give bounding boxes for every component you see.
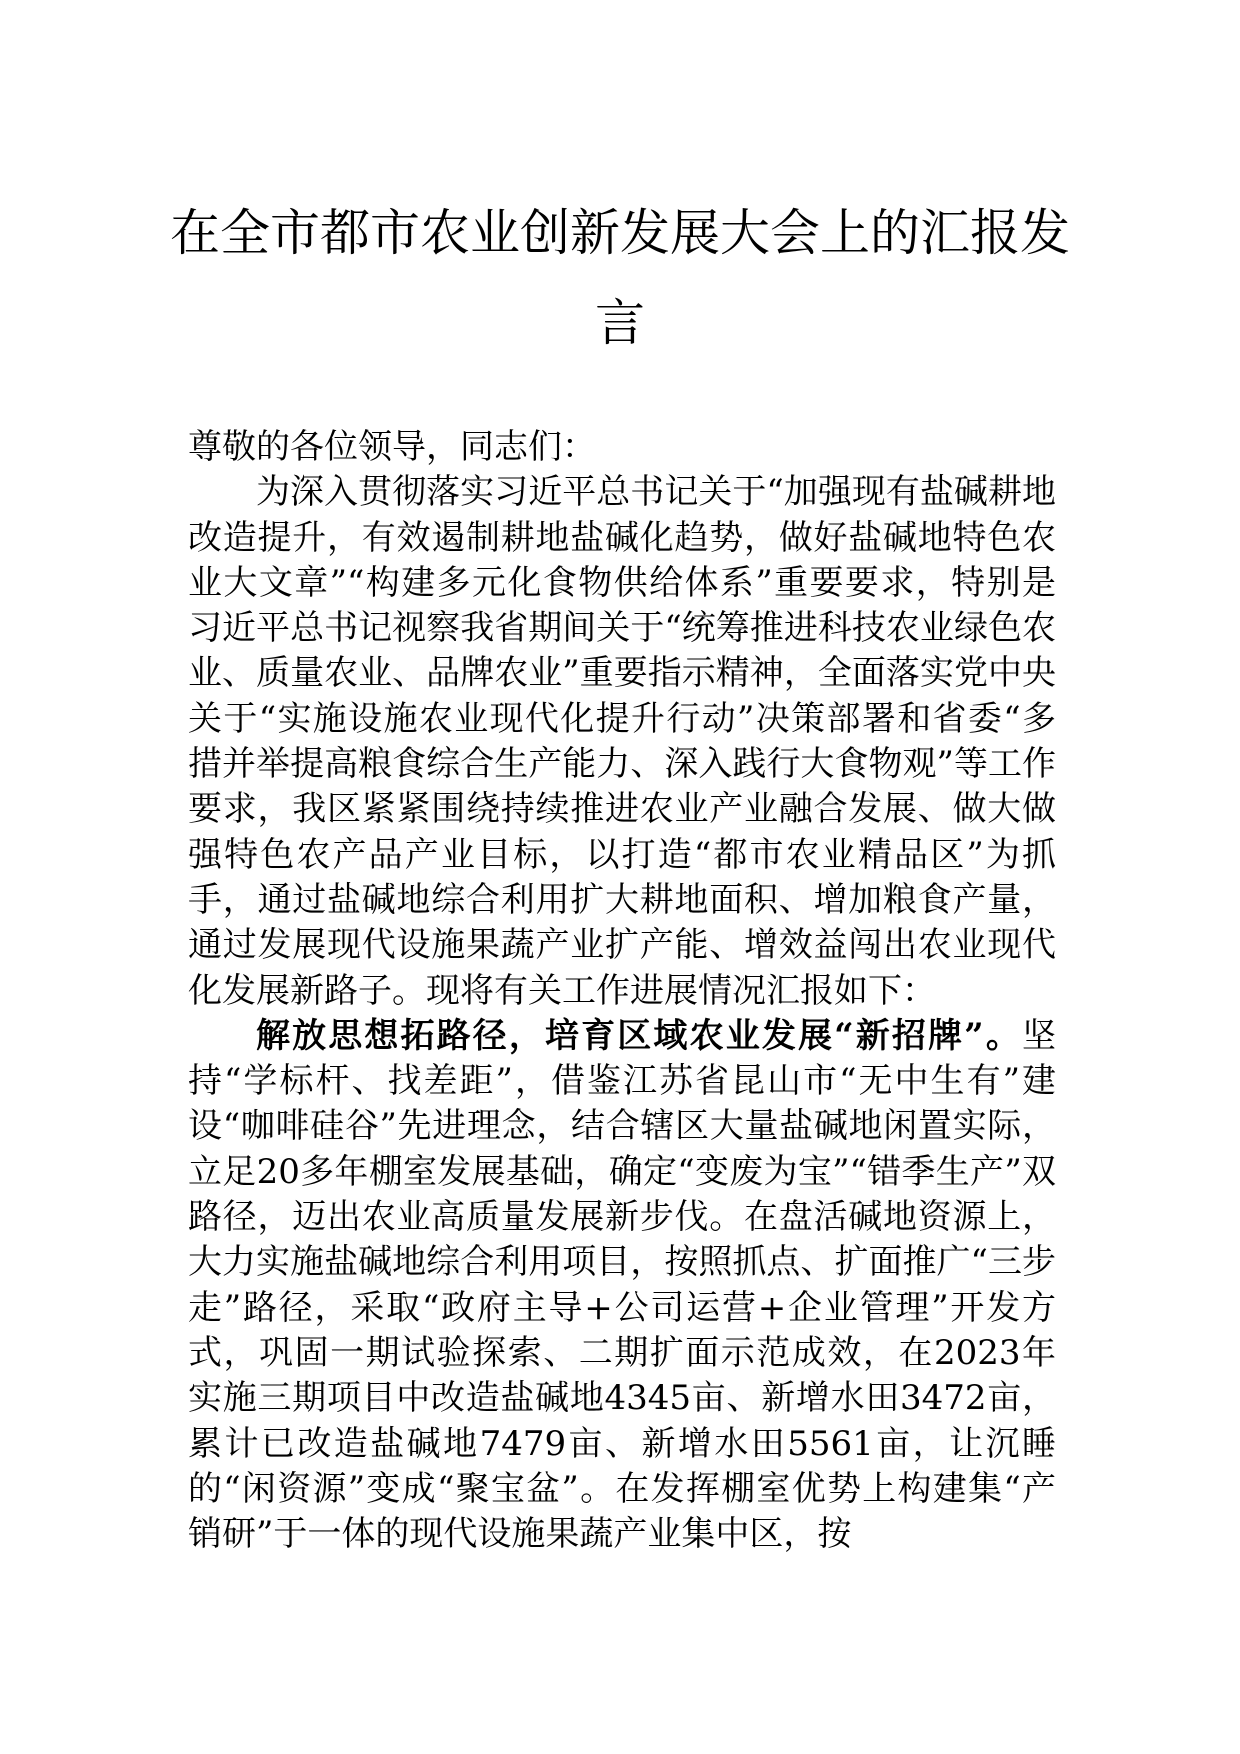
- document-body: [188, 425, 1056, 1557]
- salutation: 尊敬的各位领导，同志们：: [188, 427, 596, 467]
- paragraph-section-one: [188, 1014, 1056, 1558]
- paragraph-intro: 为深入贯彻落实习近平总书记关于“加强现有盐碱耕地改造提升，有效遏制耕地盐碱化趋势，做好盐碱地特色农业大文章”“构建多元化食物供给体系”重要要求，特别是习近平总书记视察我省期间关于“统筹推进科技农业绿色农业、质量农业、品牌农业”重要指示精神，全面落实党中央关于“实施设施农业现代化提升行动”决策部署和省委“多措并举提高粮食综合生产能力、深入践行大食物观”等工作要求，我区紧紧围绕持续推进农业产业融合发展、做大做强特色农产品产业目标，以打造“都市农业精品区”为抓手，通过盐碱地综合利用扩大耕地面积、增加粮食产量，通过发展现代设施果蔬产业扩产能、增效益闯出农业现代化发展新路子。现将有关工作进展情况汇报如下：: [188, 472, 1056, 1011]
- section-one-text: 坚持“学标杆、找差距”，借鉴江苏省昆山市“无中生有”建设“咖啡硅谷”先进理念，结合辖区大量盐碱地闲置实际，立足20多年棚室发展基础，确定“变废为宝”“错季生产”双路径，迈出农业高质量发展新步伐。在盘活碱地资源上，大力实施盐碱地综合利用项目，按照抓点、扩面推广“三步走”路径，采取“政府主导+公司运营+企业管理”开发方式，巩固一期试验探索、二期扩面示范成效，在2023年实施三期项目中改造盐碱地4345亩、新增水田3472亩，累计已改造盐碱地7479亩、新增水田5561亩，让沉睡的“闲资源”变成“聚宝盆”。在发挥棚室优势上构建集“产销研”于一体的现代设施果蔬产业集中区，按: [188, 1015, 1056, 1555]
- section-heading-inline: 解放思想拓路径，培育区域农业发展“新招牌”。: [256, 1015, 1022, 1056]
- document-title: 在全市都市农业创新发展大会上的汇报发言: [170, 204, 1070, 352]
